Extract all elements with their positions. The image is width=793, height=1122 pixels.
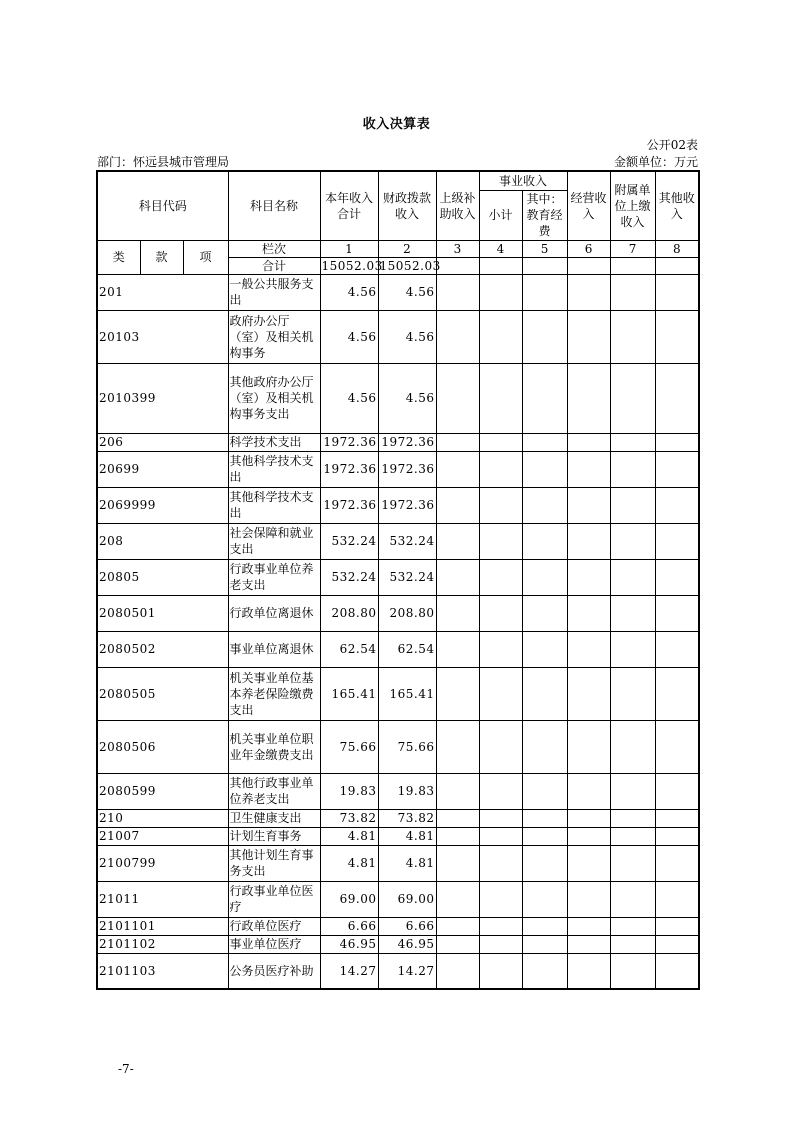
department-label: 部门：怀远县城市管理局 bbox=[97, 155, 230, 169]
row-fiscal-income: 4.56 bbox=[378, 363, 436, 433]
table-row bbox=[97, 720, 699, 773]
row-total-income: 4.56 bbox=[320, 274, 378, 310]
empty-cell bbox=[522, 845, 567, 881]
col-number-4: 4 bbox=[479, 240, 522, 257]
empty-cell bbox=[567, 595, 610, 631]
row-total-income: 1972.36 bbox=[320, 451, 378, 487]
table-row bbox=[97, 487, 699, 523]
empty-cell bbox=[567, 631, 610, 667]
row-fiscal-income: 532.24 bbox=[378, 559, 436, 595]
empty-cell bbox=[655, 773, 699, 809]
empty-cell bbox=[610, 667, 655, 720]
row-fiscal-income: 75.66 bbox=[378, 720, 436, 773]
empty-cell bbox=[436, 827, 479, 845]
page-number: -7- bbox=[118, 1062, 134, 1076]
row-fiscal-income: 4.81 bbox=[378, 845, 436, 881]
empty-cell bbox=[479, 667, 522, 720]
row-code: 20103 bbox=[97, 310, 228, 363]
empty-cell bbox=[436, 809, 479, 827]
empty-cell bbox=[567, 827, 610, 845]
empty-cell bbox=[436, 595, 479, 631]
lanci-row bbox=[97, 240, 699, 257]
empty-cell bbox=[479, 433, 522, 451]
row-fiscal-income: 165.41 bbox=[378, 667, 436, 720]
table-row bbox=[97, 667, 699, 720]
row-name: 科学技术支出 bbox=[228, 433, 320, 451]
row-fiscal-income: 208.80 bbox=[378, 595, 436, 631]
row-code: 2101103 bbox=[97, 953, 228, 989]
empty-cell bbox=[436, 667, 479, 720]
col-number-3: 3 bbox=[436, 240, 479, 257]
empty-cell bbox=[522, 559, 567, 595]
row-fiscal-income: 6.66 bbox=[378, 917, 436, 935]
header-superior-subsidy: 上级补助收入 bbox=[436, 171, 479, 240]
empty-cell bbox=[522, 720, 567, 773]
row-code: 2101102 bbox=[97, 935, 228, 953]
row-name: 其他政府办公厅（室）及相关机构事务支出 bbox=[228, 363, 320, 433]
empty-cell bbox=[567, 451, 610, 487]
row-total-income: 4.81 bbox=[320, 845, 378, 881]
empty-cell bbox=[436, 363, 479, 433]
empty-cell bbox=[655, 274, 699, 310]
empty-cell bbox=[610, 310, 655, 363]
empty-cell bbox=[655, 881, 699, 917]
row-name: 事业单位医疗 bbox=[228, 935, 320, 953]
empty-cell bbox=[567, 881, 610, 917]
income-table bbox=[96, 170, 700, 990]
row-code: 2010399 bbox=[97, 363, 228, 433]
table-row bbox=[97, 935, 699, 953]
empty-cell bbox=[522, 827, 567, 845]
empty-cell bbox=[436, 451, 479, 487]
empty-cell bbox=[479, 451, 522, 487]
header-fiscal-income: 财政拨款收入 bbox=[378, 171, 436, 240]
empty-cell bbox=[610, 523, 655, 559]
table-row bbox=[97, 451, 699, 487]
empty-cell bbox=[479, 953, 522, 989]
empty-cell bbox=[479, 559, 522, 595]
row-total-income: 532.24 bbox=[320, 559, 378, 595]
row-fiscal-income: 4.81 bbox=[378, 827, 436, 845]
table-row bbox=[97, 953, 699, 989]
empty-cell bbox=[655, 451, 699, 487]
header-name: 科目名称 bbox=[228, 171, 320, 240]
total-fiscal-value: 15052.03 bbox=[379, 258, 441, 273]
empty-cell bbox=[436, 274, 479, 310]
empty-cell bbox=[610, 917, 655, 935]
empty-cell bbox=[436, 953, 479, 989]
empty-cell bbox=[522, 363, 567, 433]
empty-cell bbox=[655, 595, 699, 631]
empty-cell bbox=[567, 935, 610, 953]
empty-cell bbox=[567, 433, 610, 451]
row-code: 2100799 bbox=[97, 845, 228, 881]
empty-cell bbox=[479, 274, 522, 310]
row-code: 2069999 bbox=[97, 487, 228, 523]
col-number-7: 7 bbox=[610, 240, 655, 257]
empty-cell bbox=[610, 559, 655, 595]
col-number-6: 6 bbox=[567, 240, 610, 257]
empty-cell bbox=[522, 310, 567, 363]
empty-cell bbox=[567, 720, 610, 773]
empty-cell bbox=[522, 773, 567, 809]
table-row bbox=[97, 595, 699, 631]
header-code: 科目代码 bbox=[97, 171, 228, 240]
empty-cell bbox=[655, 310, 699, 363]
empty-cell bbox=[436, 917, 479, 935]
report-title: 收入决算表 bbox=[362, 117, 431, 132]
empty-cell bbox=[522, 809, 567, 827]
empty-cell bbox=[567, 559, 610, 595]
empty-cell bbox=[655, 667, 699, 720]
empty-cell bbox=[436, 487, 479, 523]
empty-cell bbox=[479, 881, 522, 917]
table-row bbox=[97, 433, 699, 451]
empty-cell bbox=[522, 274, 567, 310]
empty-cell bbox=[567, 310, 610, 363]
row-name: 机关事业单位职业年金缴费支出 bbox=[228, 720, 320, 773]
row-name: 卫生健康支出 bbox=[228, 809, 320, 827]
empty-cell bbox=[567, 667, 610, 720]
table-row bbox=[97, 631, 699, 667]
empty-cell bbox=[610, 881, 655, 917]
row-fiscal-income: 62.54 bbox=[378, 631, 436, 667]
empty-cell bbox=[436, 523, 479, 559]
header-lanci: 栏次 bbox=[228, 240, 320, 257]
row-name: 政府办公厅（室）及相关机构事务 bbox=[228, 310, 320, 363]
empty-cell bbox=[479, 487, 522, 523]
row-total-income: 75.66 bbox=[320, 720, 378, 773]
header-affiliated-income: 附属单位上缴收入 bbox=[610, 171, 655, 240]
row-code: 201 bbox=[97, 274, 228, 310]
header-business-income: 事业收入 bbox=[479, 171, 567, 190]
empty-cell bbox=[522, 935, 567, 953]
empty-cell bbox=[436, 631, 479, 667]
header-subtotal: 小计 bbox=[479, 190, 522, 240]
empty-cell bbox=[655, 809, 699, 827]
header-total-income: 本年收入合计 bbox=[320, 171, 378, 240]
col-number-1: 1 bbox=[320, 240, 378, 257]
row-total-income: 1972.36 bbox=[320, 433, 378, 451]
empty-cell bbox=[610, 809, 655, 827]
row-fiscal-income: 1972.36 bbox=[378, 487, 436, 523]
row-code: 206 bbox=[97, 433, 228, 451]
amount-unit-label: 金额单位：万元 bbox=[613, 155, 698, 169]
table-row bbox=[97, 310, 699, 363]
empty-cell bbox=[610, 845, 655, 881]
row-code: 2080502 bbox=[97, 631, 228, 667]
empty-cell bbox=[436, 935, 479, 953]
empty-cell bbox=[610, 363, 655, 433]
empty-cell bbox=[522, 953, 567, 989]
row-code: 208 bbox=[97, 523, 228, 559]
row-code: 2080599 bbox=[97, 773, 228, 809]
empty-cell bbox=[655, 631, 699, 667]
table-row bbox=[97, 274, 699, 310]
row-code: 2080506 bbox=[97, 720, 228, 773]
row-code: 20699 bbox=[97, 451, 228, 487]
empty-cell bbox=[610, 827, 655, 845]
empty-cell bbox=[610, 953, 655, 989]
header-row-1 bbox=[97, 171, 699, 190]
row-name: 行政单位医疗 bbox=[228, 917, 320, 935]
table-row bbox=[97, 773, 699, 809]
row-fiscal-income: 19.83 bbox=[378, 773, 436, 809]
row-total-income: 62.54 bbox=[320, 631, 378, 667]
row-total-income: 4.56 bbox=[320, 310, 378, 363]
row-total-income: 1972.36 bbox=[320, 487, 378, 523]
row-fiscal-income: 69.00 bbox=[378, 881, 436, 917]
empty-cell bbox=[655, 363, 699, 433]
row-code: 20805 bbox=[97, 559, 228, 595]
empty-cell bbox=[436, 720, 479, 773]
row-total-income: 6.66 bbox=[320, 917, 378, 935]
empty-cell bbox=[436, 881, 479, 917]
empty-cell bbox=[479, 310, 522, 363]
table-row bbox=[97, 845, 699, 881]
empty-cell bbox=[610, 433, 655, 451]
empty-cell bbox=[567, 845, 610, 881]
empty-cell bbox=[567, 953, 610, 989]
empty-cell bbox=[567, 487, 610, 523]
empty-cell bbox=[436, 433, 479, 451]
row-total-income: 532.24 bbox=[320, 523, 378, 559]
empty-cell bbox=[479, 595, 522, 631]
header-other-income: 其他收入 bbox=[655, 171, 699, 240]
empty-cell bbox=[567, 523, 610, 559]
empty-cell bbox=[479, 917, 522, 935]
row-total-income: 14.27 bbox=[320, 953, 378, 989]
table-row bbox=[97, 917, 699, 935]
row-name: 其他行政事业单位养老支出 bbox=[228, 773, 320, 809]
empty-cell bbox=[522, 667, 567, 720]
total-income-value: 15052.03 bbox=[321, 258, 383, 273]
table-row bbox=[97, 827, 699, 845]
empty-cell bbox=[610, 487, 655, 523]
row-total-income: 208.80 bbox=[320, 595, 378, 631]
table-row bbox=[97, 809, 699, 827]
empty-cell bbox=[436, 310, 479, 363]
row-code: 2101101 bbox=[97, 917, 228, 935]
empty-cell bbox=[655, 845, 699, 881]
empty-cell bbox=[655, 523, 699, 559]
row-code: 210 bbox=[97, 809, 228, 827]
row-fiscal-income: 73.82 bbox=[378, 809, 436, 827]
empty-cell bbox=[655, 935, 699, 953]
empty-cell bbox=[655, 953, 699, 989]
row-name: 计划生育事务 bbox=[228, 827, 320, 845]
table-row bbox=[97, 881, 699, 917]
row-fiscal-income: 1972.36 bbox=[378, 451, 436, 487]
empty-cell bbox=[522, 451, 567, 487]
empty-cell bbox=[610, 274, 655, 310]
empty-cell bbox=[567, 773, 610, 809]
row-name: 行政事业单位养老支出 bbox=[228, 559, 320, 595]
row-total-income: 165.41 bbox=[320, 667, 378, 720]
empty-cell bbox=[522, 487, 567, 523]
row-fiscal-income: 1972.36 bbox=[378, 433, 436, 451]
row-total-income: 19.83 bbox=[320, 773, 378, 809]
row-name: 社会保障和就业支出 bbox=[228, 523, 320, 559]
empty-cell bbox=[436, 773, 479, 809]
row-total-income: 69.00 bbox=[320, 881, 378, 917]
empty-cell bbox=[567, 809, 610, 827]
empty-cell bbox=[522, 631, 567, 667]
empty-cell bbox=[479, 720, 522, 773]
row-name: 机关事业单位基本养老保险缴费支出 bbox=[228, 667, 320, 720]
empty-cell bbox=[655, 487, 699, 523]
empty-cell bbox=[610, 720, 655, 773]
row-total-income: 4.56 bbox=[320, 363, 378, 433]
row-name: 其他科学技术支出 bbox=[228, 487, 320, 523]
total-label: 合计 bbox=[228, 257, 320, 274]
empty-cell bbox=[479, 363, 522, 433]
row-total-income: 4.81 bbox=[320, 827, 378, 845]
col-number-2: 2 bbox=[378, 240, 436, 257]
header-education-fee: 其中：教育经费 bbox=[522, 190, 567, 240]
empty-cell bbox=[522, 433, 567, 451]
empty-cell bbox=[610, 631, 655, 667]
row-name: 行政事业单位医疗 bbox=[228, 881, 320, 917]
empty-cell bbox=[655, 433, 699, 451]
empty-cell bbox=[567, 274, 610, 310]
row-fiscal-income: 46.95 bbox=[378, 935, 436, 953]
row-fiscal-income: 532.24 bbox=[378, 523, 436, 559]
empty-cell bbox=[655, 720, 699, 773]
empty-cell bbox=[522, 881, 567, 917]
empty-cell bbox=[436, 559, 479, 595]
empty-cell bbox=[567, 917, 610, 935]
row-name: 其他计划生育事务支出 bbox=[228, 845, 320, 881]
col-number-5: 5 bbox=[522, 240, 567, 257]
empty-cell bbox=[567, 363, 610, 433]
empty-cell bbox=[479, 845, 522, 881]
empty-cell bbox=[655, 917, 699, 935]
row-fiscal-income: 4.56 bbox=[378, 274, 436, 310]
table-row bbox=[97, 363, 699, 433]
row-code: 2080505 bbox=[97, 667, 228, 720]
header-kuan: 款 bbox=[140, 240, 183, 274]
empty-cell bbox=[479, 773, 522, 809]
header-operating-income: 经营收入 bbox=[567, 171, 610, 240]
row-name: 行政单位离退休 bbox=[228, 595, 320, 631]
col-number-8: 8 bbox=[655, 240, 699, 257]
row-name: 一般公共服务支出 bbox=[228, 274, 320, 310]
row-fiscal-income: 14.27 bbox=[378, 953, 436, 989]
empty-cell bbox=[610, 773, 655, 809]
empty-cell bbox=[610, 451, 655, 487]
row-fiscal-income: 4.56 bbox=[378, 310, 436, 363]
empty-cell bbox=[610, 595, 655, 631]
empty-cell bbox=[522, 917, 567, 935]
empty-cell bbox=[479, 523, 522, 559]
empty-cell bbox=[479, 631, 522, 667]
empty-cell bbox=[522, 523, 567, 559]
row-name: 其他科学技术支出 bbox=[228, 451, 320, 487]
row-code: 2080501 bbox=[97, 595, 228, 631]
empty-cell bbox=[655, 559, 699, 595]
table-row bbox=[97, 559, 699, 595]
row-code: 21007 bbox=[97, 827, 228, 845]
row-code: 21011 bbox=[97, 881, 228, 917]
empty-cell bbox=[655, 827, 699, 845]
header-xiang: 项 bbox=[183, 240, 228, 274]
row-name: 公务员医疗补助 bbox=[228, 953, 320, 989]
row-total-income: 73.82 bbox=[320, 809, 378, 827]
table-row bbox=[97, 523, 699, 559]
empty-cell bbox=[479, 809, 522, 827]
row-name: 事业单位离退休 bbox=[228, 631, 320, 667]
row-total-income: 46.95 bbox=[320, 935, 378, 953]
empty-cell bbox=[479, 827, 522, 845]
form-number: 公开02表 bbox=[646, 138, 698, 152]
empty-cell bbox=[479, 935, 522, 953]
empty-cell bbox=[436, 845, 479, 881]
header-lei: 类 bbox=[97, 240, 140, 274]
table-body bbox=[97, 274, 699, 989]
empty-cell bbox=[522, 595, 567, 631]
empty-cell bbox=[610, 935, 655, 953]
